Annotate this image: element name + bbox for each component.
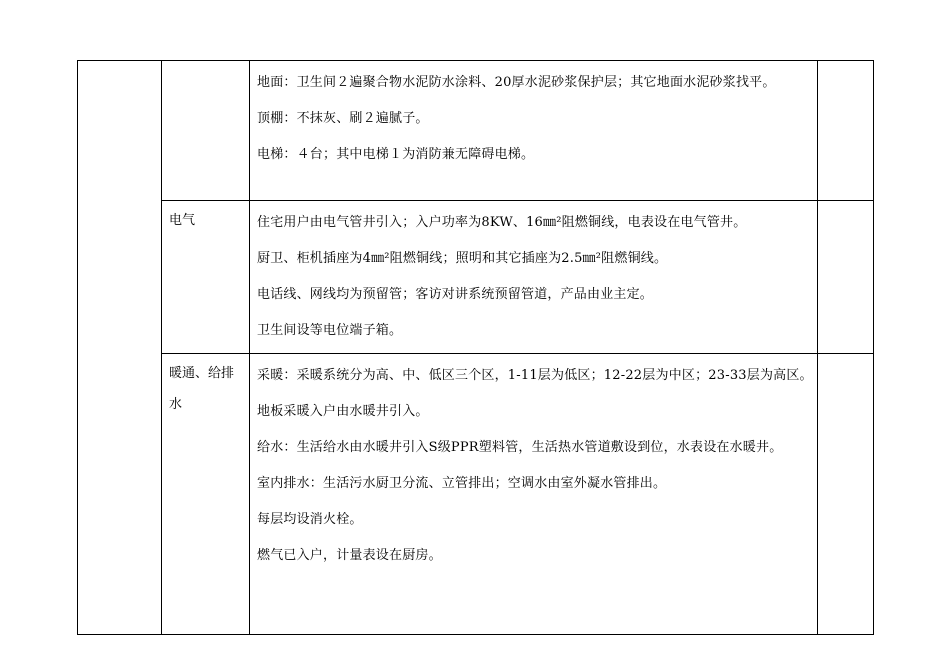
description-line: 厨卫、柜机插座为4㎜²阻燃铜线；照明和其它插座为2.5㎜²阻燃铜线。 <box>257 251 668 266</box>
description-line: 地面：卫生间２遍聚合物水泥防水涂料、20厚水泥砂浆保护层；其它地面水泥砂浆找平。 <box>257 75 776 90</box>
description-line: 燃气已入户，计量表设在厨房。 <box>257 548 442 563</box>
remarks-cell <box>818 61 874 201</box>
description-line: 住宅用户由电气管井引入；入户功率为8KW、16㎜²阻燃铜线，电表设在电气管井。 <box>257 215 747 230</box>
description-line: 采暖：采暖系统分为高、中、低区三个区，1-11层为低区；12-22层为中区；23-33层为高区。 <box>257 368 813 383</box>
description-line: 给水：生活给水由水暖井引入S级PPR塑料管，生活热水管道敷设到位，水表设在水暖井。 <box>257 440 783 455</box>
table-row <box>78 201 874 354</box>
spec-table <box>77 60 874 635</box>
remarks-cell <box>818 201 874 354</box>
description-cell <box>250 354 818 635</box>
description-line: 电话线、网线均为预留管；客访对讲系统预留管道，产品由业主定。 <box>257 287 654 302</box>
table-row <box>78 61 874 201</box>
description-line: 卫生间设等电位端子箱。 <box>257 323 403 338</box>
description-cell <box>250 61 818 201</box>
category-cell <box>162 61 250 201</box>
description-line: 室内排水：生活污水厨卫分流、立管排出；空调水由室外凝水管排出。 <box>257 476 667 491</box>
description-cell <box>250 201 818 354</box>
category-cell: 电气 <box>162 201 250 354</box>
description-line: 电梯：４台；其中电梯１为消防兼无障碍电梯。 <box>257 147 535 162</box>
table-row <box>78 354 874 635</box>
description-line: 顶棚：不抹灰、刷２遍腻子。 <box>257 111 429 126</box>
description-line: 每层均设消火栓。 <box>257 512 363 527</box>
description-line: 地板采暖入户由水暖井引入。 <box>257 404 429 419</box>
category-cell: 暖通、给排水 <box>162 354 250 635</box>
remarks-cell <box>818 354 874 635</box>
row-header-cell <box>78 61 162 635</box>
